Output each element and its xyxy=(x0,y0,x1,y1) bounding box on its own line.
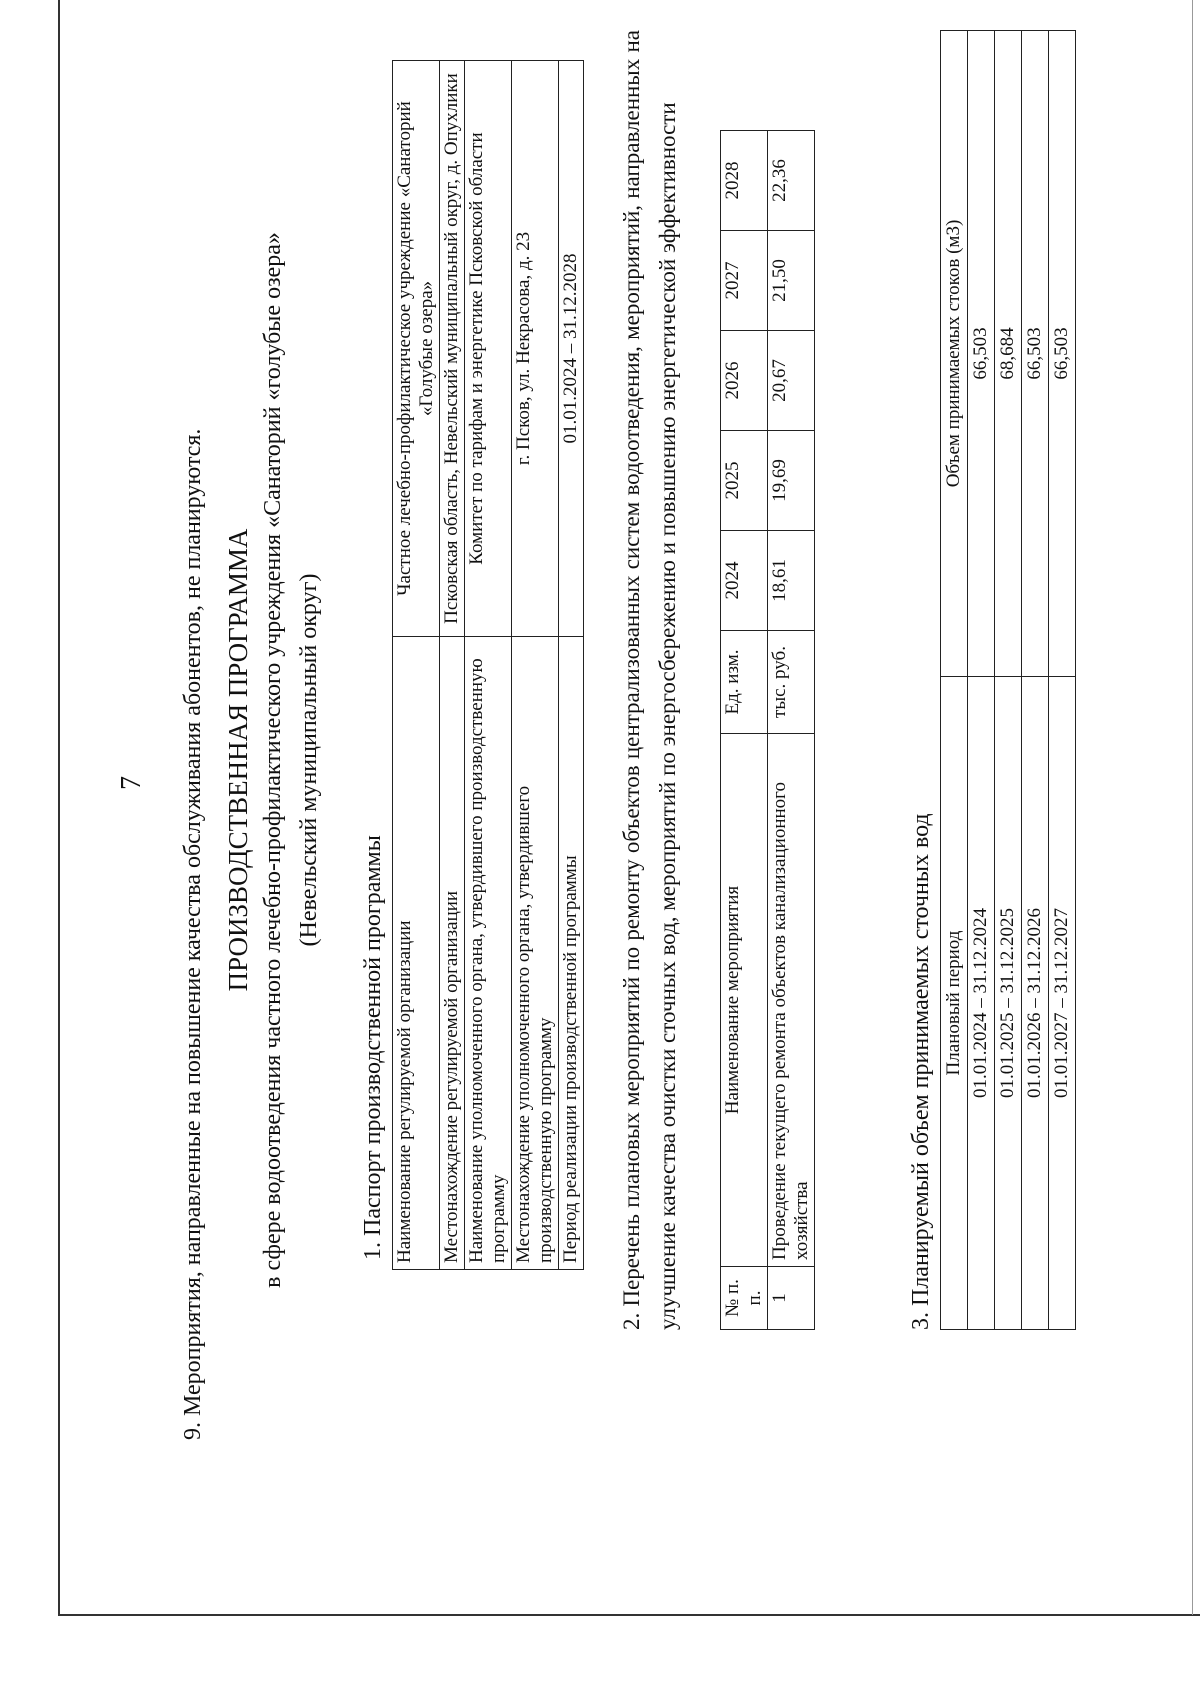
volume-value: 66,503 xyxy=(968,31,995,677)
passport-heading: 1. Паспорт производственной программы xyxy=(360,835,386,1260)
volume-period: 01.01.2025 – 31.12.2025 xyxy=(995,677,1022,1330)
passport-key: Наименование уполномоченного органа, утвердившего производственную программу xyxy=(465,637,512,1270)
table-row xyxy=(465,61,512,1270)
event-value: 21,50 xyxy=(768,231,815,331)
events-table xyxy=(720,130,815,1330)
passport-key: Период реализации производственной программы xyxy=(559,637,584,1270)
volume-period: 01.01.2027 – 31.12.2027 xyxy=(1049,677,1076,1330)
volume-period: 01.01.2024 – 31.12.2024 xyxy=(968,677,995,1330)
col-year-header: 2027 xyxy=(721,231,768,331)
volume-heading: 3. Планируемый объем принимаемых сточных вод xyxy=(908,813,934,1330)
passport-value: 01.01.2024 – 31.12.2028 xyxy=(559,61,584,637)
volume-period: 01.01.2026 – 31.12.2026 xyxy=(1022,677,1049,1330)
table-header-row xyxy=(721,131,768,1330)
event-value: 19,69 xyxy=(768,431,815,531)
table-row xyxy=(559,61,584,1270)
col-year-header: 2028 xyxy=(721,131,768,231)
table-row xyxy=(512,61,559,1270)
col-num-header: № п. п. xyxy=(721,1267,768,1330)
event-value: 22,36 xyxy=(768,131,815,231)
scan-border-left xyxy=(58,0,60,1615)
passport-value: Псковская область, Невельский муниципальный округ, д. Опухлики xyxy=(440,61,465,637)
col-period-header: Плановый период xyxy=(941,677,968,1330)
col-name-header: Наименование мероприятия xyxy=(721,734,768,1267)
passport-value: Частное лечебно-профилактическое учреждение «Санаторий «Голубые озера» xyxy=(393,61,440,637)
event-unit: тыс. руб. xyxy=(768,631,815,734)
col-volume-header: Объем принимаемых стоков (м3) xyxy=(941,31,968,677)
table-row xyxy=(393,61,440,1270)
event-value: 18,61 xyxy=(768,531,815,631)
passport-value: г. Псков, ул. Некрасова, д. 23 xyxy=(512,61,559,637)
page-number: 7 xyxy=(116,776,147,790)
volume-value: 66,503 xyxy=(1022,31,1049,677)
col-unit-header: Ед. изм. xyxy=(721,631,768,734)
volume-value: 66,503 xyxy=(1049,31,1076,677)
table-row xyxy=(1049,31,1076,1330)
volume-table xyxy=(940,30,1076,1330)
table-row xyxy=(995,31,1022,1330)
passport-key: Наименование регулируемой организации xyxy=(393,637,440,1270)
table-row xyxy=(440,61,465,1270)
rotated-document-page xyxy=(70,0,1180,1560)
volume-value: 68,684 xyxy=(995,31,1022,677)
event-num: 1 xyxy=(768,1267,815,1330)
passport-value: Комитет по тарифам и энергетике Псковской области xyxy=(465,61,512,637)
event-value: 20,67 xyxy=(768,331,815,431)
table-row xyxy=(1022,31,1049,1330)
event-name: Проведение текущего ремонта объектов канализационного хозяйства xyxy=(768,734,815,1267)
passport-table xyxy=(392,60,584,1270)
program-district: (Невельский муниципальный округ) xyxy=(296,573,322,947)
table-header-row xyxy=(941,31,968,1330)
table-row xyxy=(968,31,995,1330)
col-year-header: 2024 xyxy=(721,531,768,631)
program-subtitle: в сфере водоотведения частного лечебно-профилактического учреждения «Санаторий «голубые озера» xyxy=(260,232,286,1288)
section-9-text: 9. Мероприятия, направленные на повышение качества обслуживания абонентов, не планируются. xyxy=(180,428,206,1440)
table-row xyxy=(768,131,815,1330)
col-year-header: 2025 xyxy=(721,431,768,531)
col-year-header: 2026 xyxy=(721,331,768,431)
scan-border-bottom xyxy=(58,1614,1200,1616)
events-heading: 2. Перечень плановых мероприятий по ремонту объектов централизованных систем водоотведения, мероприятий, направленных на улучшение качества очистки сточных вод, мероприятий по энергосбережению и повышению энергетической эффективности xyxy=(619,30,680,1330)
program-title: ПРОИЗВОДСТВЕННАЯ ПРОГРАММА xyxy=(223,528,253,992)
scan-border-right xyxy=(1192,0,1193,1615)
passport-key: Местонахождение уполномоченного органа, утвердившего производственную программу xyxy=(512,637,559,1270)
passport-key: Местонахождение регулируемой организации xyxy=(440,637,465,1270)
